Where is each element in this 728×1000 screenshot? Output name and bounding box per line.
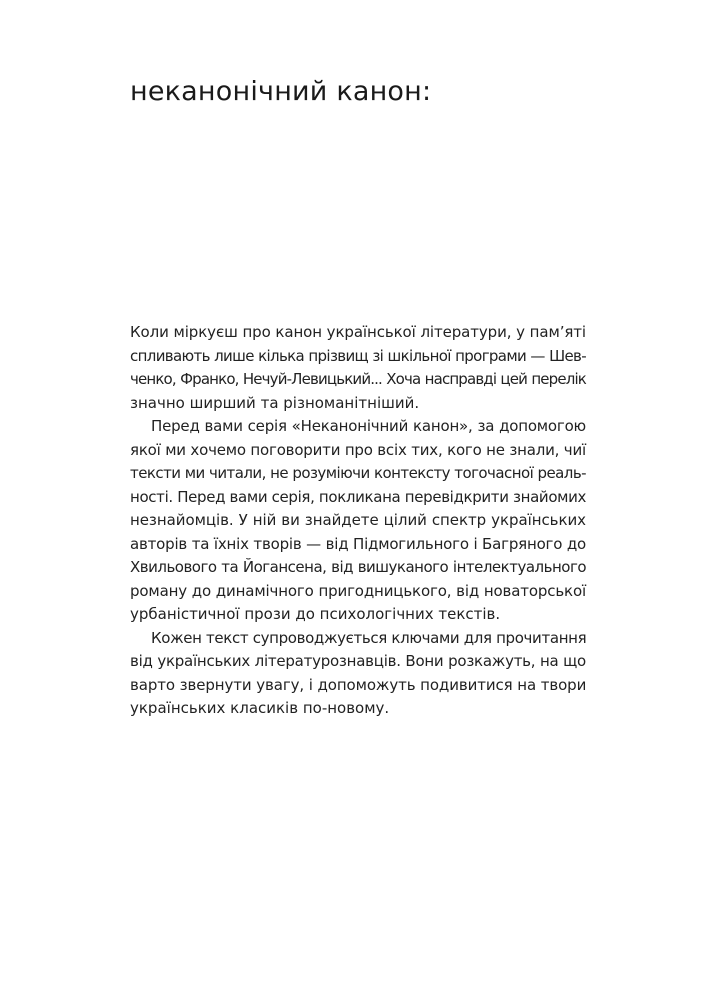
text-line: від українських літературознавців. Вони розкажуть, на що [130, 652, 586, 670]
text-line: Коли міркуєш про канон української літератури, у пам’яті [130, 323, 586, 341]
text-line: тексти ми читали, не розуміючи контексту тогочасної реаль- [130, 464, 586, 482]
page-title: неканонічний канон: [130, 76, 432, 107]
text-line: спливають лише кілька прізвищ зі шкільної програми — Шев- [130, 346, 586, 365]
text-line: Хвильового та Йогансена, від вишуканого інтелектуального [130, 558, 586, 576]
text-line: Перед вами серія «Неканонічний канон», за допомогою [151, 417, 586, 435]
text-line: ності. Перед вами серія, покликана перевідкрити знайомих [130, 487, 587, 506]
body-text [130, 321, 586, 721]
text-line: роману до динамічного пригодницького, від новаторської [130, 581, 586, 600]
text-line: Кожен текст супроводжується ключами для прочитання [151, 628, 587, 647]
text-line: ченко, Франко, Нечуй-Левицький... Хоча насправді цей перелік [130, 370, 586, 388]
text-line: значно ширший та різноманітніший. [130, 393, 420, 412]
text-line: авторів та їхніх творів — від Підмогильного і Багряного до [130, 534, 586, 553]
text-line: незнайомців. У ній ви знайдете цілий спектр українських [130, 511, 586, 529]
text-line: українських класиків по-новому. [130, 699, 390, 717]
text-line: якої ми хочемо поговорити про всіх тих, кого не знали, чиї [130, 440, 586, 459]
text-line: варто звернути увагу, і допоможуть подивитися на твори [130, 675, 587, 694]
text-line: урбаністичної прози до психологічних текстів. [130, 605, 501, 623]
